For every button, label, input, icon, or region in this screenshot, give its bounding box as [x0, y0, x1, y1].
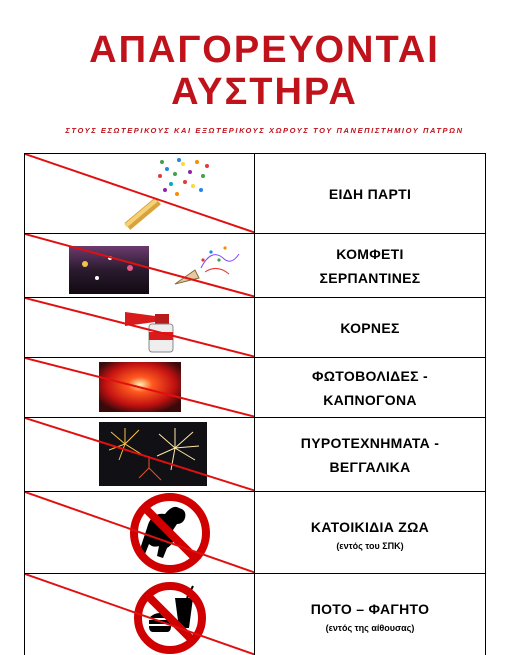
item-label: ΣΕΡΠΑΝΤΙΝΕΣ — [319, 269, 421, 286]
item-label: ΚΟΜΦΕΤΙ — [336, 245, 404, 262]
item-label: ΚΑΠΝΟΓΟΝΑ — [323, 391, 417, 408]
item-label-cell — [255, 492, 486, 573]
item-label-cell — [255, 298, 486, 357]
item-label: ΦΩΤΟΒΟΛΙΔΕΣ - — [311, 367, 428, 384]
air-horn-icon — [24, 298, 255, 357]
item-label-cell — [255, 154, 486, 233]
confetti-popper-icon — [24, 154, 255, 233]
table-row — [24, 153, 486, 233]
page-title-line1: ΑΠΑΓΟΡΕΥΟΝΤΑΙ — [89, 29, 440, 71]
item-label-cell — [255, 418, 486, 491]
item-label: ΕΙΔΗ ΠΑΡΤΙ — [328, 185, 412, 202]
item-label: ΠΥΡΟΤΕΧΝΗΜΑΤΑ - — [300, 434, 440, 451]
table-row — [24, 297, 486, 357]
prohibited-items-table — [24, 153, 486, 655]
item-label: ΚΟΡΝΕΣ — [340, 319, 400, 336]
item-label: ΒΕΓΓΑΛΙΚΑ — [329, 458, 411, 475]
flare-icon — [24, 358, 255, 417]
fireworks-icon — [24, 418, 255, 491]
confetti-streamer-icon — [24, 234, 255, 297]
table-row — [24, 573, 486, 655]
no-food-drink-icon — [24, 574, 255, 655]
table-row — [24, 357, 486, 417]
table-row — [24, 491, 486, 573]
page-title-line2: ΑΥΣΤΗΡΑ — [171, 71, 358, 113]
item-note: (εντός του ΣΠΚ) — [336, 540, 404, 551]
no-pets-icon — [24, 492, 255, 573]
item-label-cell — [255, 574, 486, 655]
page-subtitle: ΣΤΟΥΣ ΕΣΩΤΕΡΙΚΟΥΣ ΚΑΙ ΕΞΩΤΕΡΙΚΟΥΣ ΧΩΡΟΥΣ ΤΟΥ ΠΑΝΕΠΙΣΤΗΜΙΟΥ ΠΑΤΡΩΝ — [65, 126, 464, 135]
item-note: (εντός της αίθουσας) — [325, 622, 415, 633]
table-row — [24, 233, 486, 297]
item-label-cell — [255, 234, 486, 297]
item-label-cell — [255, 358, 486, 417]
table-row — [24, 417, 486, 491]
item-label: ΠΟΤΟ – ΦΑΓΗΤΟ — [310, 600, 430, 617]
item-label: ΚΑΤΟΙΚΙΔΙΑ ΖΩΑ — [310, 518, 430, 535]
